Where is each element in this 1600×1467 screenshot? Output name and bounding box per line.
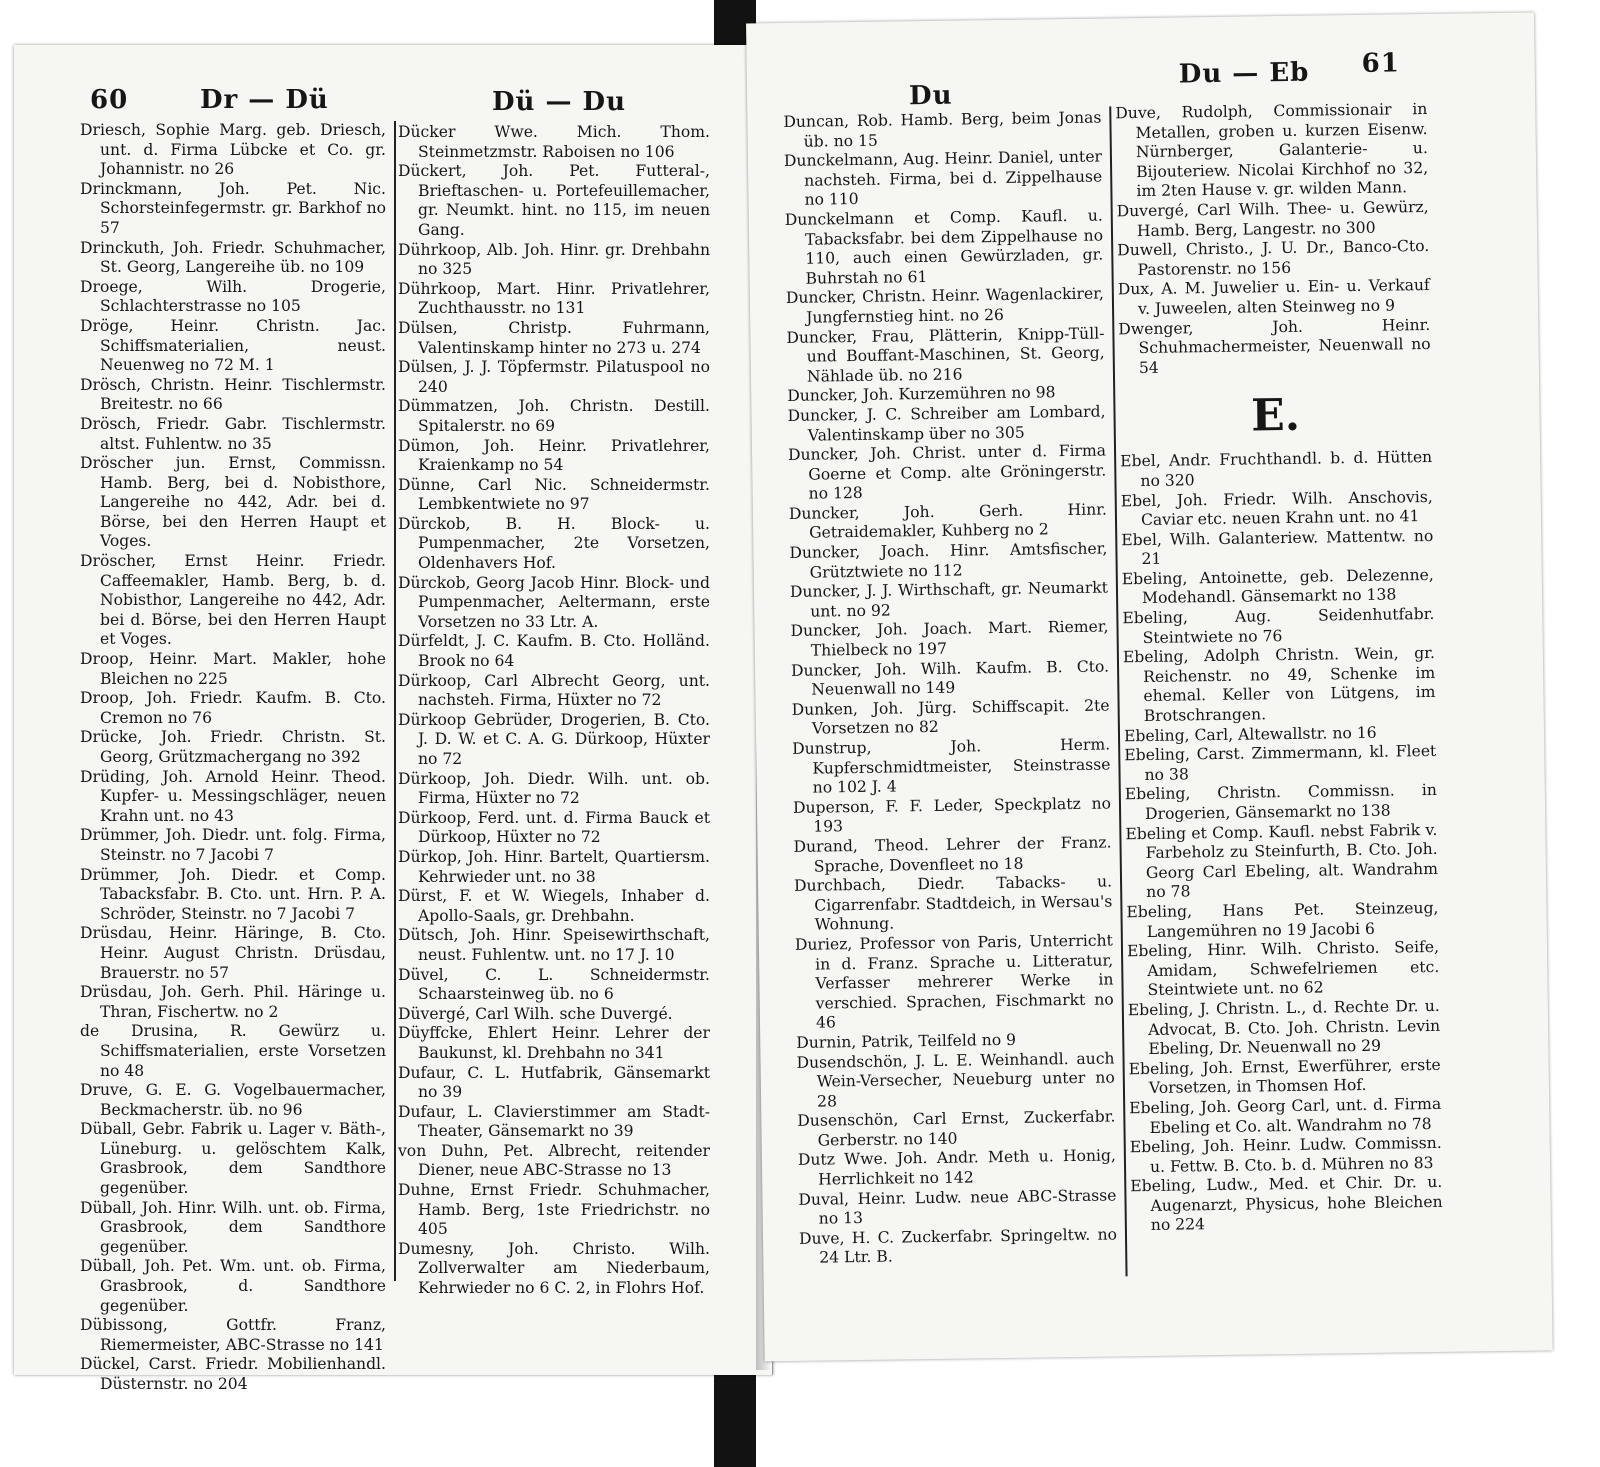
directory-entry: Dübissong, Gottfr. Franz, Riemermeister, ABC-Strasse no 141 [80,1316,386,1354]
directory-entry: de Drusina, R. Gewürz u. Schiffsmaterialien, erste Vorsetzen no 48 [80,1022,386,1080]
directory-entry: Dürst, F. et W. Wiegels, Inhaber d. Apollo-Saals, gr. Drehbahn. [398,887,710,925]
directory-entry: Dunstrup, Joh. Herm. Kupferschmidtmeister, Steinstrasse no 102 J. 4 [792,735,1111,797]
directory-entry: Dünne, Carl Nic. Schneidermstr. Lembkentwiete no 97 [398,475,710,514]
directory-entry: Düball, Gebr. Fabrik u. Lager v. Bäth-, Lüneburg. u. gelöschtem Kalk, Grasbrook, dem Sandthore gegenüber. [80,1120,386,1198]
directory-entry: Drinckuth, Joh. Friedr. Schuhmacher, St. Georg, Langereihe üb. no 109 [80,238,386,277]
directory-entry: Dutz Wwe. Joh. Andr. Meth u. Honig, Herrlichkeit no 142 [797,1146,1117,1189]
directory-entry: Dufaur, C. L. Hutfabrik, Gänsemarkt no 39 [398,1063,710,1102]
directory-entry: Dunckelmann, Aug. Heinr. Daniel, unter nachsteh. Firma, bei d. Zippelhause no 110 [783,147,1103,210]
right-column-2-d-entries [1115,100,1431,379]
directory-entry: Ebel, Joh. Friedr. Wilh. Anschovis, Caviar etc. neuen Krahn unt. no 41 [1120,487,1433,530]
directory-entry: Ebeling et Comp. Kaufl. nebst Fabrik v. Farbeholz zu Steinfurth, B. Cto. Joh. Georg Carl Ebeling, alt. Wandrahm no 78 [1125,820,1439,902]
directory-entry: Düvel, C. L. Schneidermstr. Schaarsteinweg üb. no 6 [398,965,710,1004]
directory-entry: Ebeling, Adolph Christn. Wein, gr. Reichenstr. no 49, Schenke im ehemal. Keller von Lütgens, im Brotschrangen. [1122,644,1436,726]
directory-entry: Droop, Heinr. Mart. Makler, hohe Bleichen no 225 [80,650,386,688]
directory-entry: Ebeling, Christn. Commissn. in Drogerien, Gänsemarkt no 138 [1124,781,1437,824]
directory-entry: Ebeling, Joh. Georg Carl, unt. d. Firma Ebeling et Co. alt. Wandrahm no 78 [1129,1094,1442,1137]
directory-entry: Düball, Joh. Pet. Wm. unt. ob. Firma, Grasbrook, d. Sandthore gegenüber. [80,1257,386,1315]
directory-entry: Duvergé, Carl Wilh. Thee- u. Gewürz, Hamb. Berg, Langestr. no 300 [1116,197,1429,240]
directory-entry: Ebeling, Hans Pet. Steinzeug, Langemühren no 19 Jacobi 6 [1126,898,1439,941]
directory-entry: von Duhn, Pet. Albrecht, reitender Diener, neue ABC-Strasse no 13 [398,1141,710,1180]
directory-entry: Ebel, Wilh. Galanteriew. Mattentw. no 21 [1121,526,1434,569]
directory-entry: Dürfeldt, J. C. Kaufm. B. Cto. Holländ. Brook no 64 [398,632,710,671]
directory-entry: Dunken, Joh. Jürg. Schiffscapit. 2te Vorsetzen no 82 [791,696,1110,739]
directory-entry: Dührkoop, Alb. Joh. Hinr. gr. Drehbahn no 325 [398,240,710,279]
directory-entry: Droop, Joh. Friedr. Kaufm. B. Cto. Cremon no 76 [80,689,386,727]
right-page-column-1 [783,109,1118,1343]
directory-entry: Drüding, Joh. Arnold Heinr. Theod. Kupfer- u. Messingschläger, neuen Krahn unt. no 43 [80,767,386,825]
section-letter-e: E. [1250,390,1301,442]
directory-entry: Dumesny, Joh. Christo. Wilh. Zollverwalter am Niederbaum, Kehrwieder no 6 C. 2, in Flohrs Hof. [398,1239,710,1298]
directory-entry: Duval, Heinr. Ludw. neue ABC-Strasse no 13 [798,1186,1117,1228]
directory-entry: Dümmatzen, Joh. Christn. Destill. Spitalerstr. no 69 [398,397,710,435]
directory-entry: Duncker, Christn. Heinr. Wagenlackirer, Jungfernstieg hint. no 26 [785,284,1104,327]
directory-entry: Düball, Joh. Hinr. Wilh. unt. ob. Firma, Grasbrook, dem Sandthore gegenüber. [80,1198,386,1256]
directory-entry: Duhne, Ernst Friedr. Schuhmacher, Hamb. Berg, 1ste Friedrichstr. no 405 [398,1181,710,1239]
directory-entry: Dusenschön, Carl Ernst, Zuckerfabr. Gerberstr. no 140 [797,1107,1116,1150]
directory-entry: Drösch, Friedr. Gabr. Tischlermstr. altst. Fuhlentw. no 35 [80,414,386,453]
directory-entry: Dührkoop, Mart. Hinr. Privatlehrer, Zuchthausstr. no 131 [398,279,710,318]
directory-entry: Dusendschön, J. L. E. Weinhandl. auch Wein-Versecher, Neueburg unter no 28 [796,1048,1115,1111]
directory-entry: Dürkoop, Joh. Diedr. Wilh. unt. ob. Firma, Hüxter no 72 [398,769,710,808]
directory-entry: Ebeling, J. Christn. L., d. Rechte Dr. u. Advocat, B. Cto. Joh. Christn. Levin Ebeling, Dr. Neuenwall no 29 [1127,996,1441,1059]
directory-entry: Duncker, Joach. Hinr. Amtsfischer, Grütztwiete no 112 [789,539,1108,582]
right-column-2-e-entries [1120,448,1443,1236]
directory-entry: Durnin, Patrik, Teilfeld no 9 [796,1030,1017,1052]
directory-entry: Drümmer, Joh. Diedr. et Comp. Tabacksfabr. B. Cto. unt. Hrn. P. A. Schröder, Steinstr. no 7 Jacobi 7 [80,865,386,923]
directory-entry: Drüsdau, Joh. Gerh. Phil. Häringe u. Thran, Fischertw. no 2 [80,983,386,1021]
running-head-right-col1: Du [908,80,953,112]
directory-entry: Ebeling, Joh. Ernst, Ewerführer, erste Vorsetzen, in Thomsen Hof. [1128,1055,1441,1098]
directory-entry: Dürkoop, Carl Albrecht Georg, unt. nachsteh. Firma, Hüxter no 72 [398,671,710,710]
right-page-column-2 [1115,100,1444,1344]
directory-entry: Dröscher jun. Ernst, Commissn. Hamb. Berg, bei d. Nobisthore, Langereihe no 442, Adr. bei d. Börse, bei den Herren Haupt et Voges. [80,454,386,551]
directory-entry: Ebeling, Hinr. Wilh. Christo. Seife, Amidam, Schwefelriemen etc. Steintwiete unt. no 62 [1126,938,1440,1000]
directory-entry: Druve, G. E. G. Vogelbauermacher, Beckmacherstr. üb. no 96 [80,1081,386,1119]
directory-entry: Duncker, J. C. Schreiber am Lombard, Valentinskamp über no 305 [787,402,1106,445]
directory-entry: Dülsen, J. J. Töpfermstr. Pilatuspool no 240 [398,358,710,396]
directory-entry: Düyffcke, Ehlert Heinr. Lehrer der Baukunst, kl. Drehbahn no 341 [398,1024,710,1062]
column-rule [394,121,396,1281]
directory-entry: Duncker, J. J. Wirthschaft, gr. Neumarkt unt. no 92 [789,578,1109,621]
running-head-left-col2: Dü — Du [492,87,627,117]
directory-entry: Dürckob, B. H. Block- u. Pumpenmacher, 2te Vorsetzen, Oldenhavers Hof. [398,514,710,573]
directory-entry: Duncan, Rob. Hamb. Berg, beim Jonas üb. no 15 [783,108,1102,151]
directory-entry: Ebeling, Antoinette, geb. Delezenne, Modehandl. Gänsemarkt no 138 [1121,565,1434,608]
directory-entry: Dunckelmann et Comp. Kaufl. u. Tabacksfabr. bei dem Zippelhause no 110, auch einen Gewürzladen, gr. Buhrstah no 61 [784,206,1104,288]
directory-entry: Dürkoop Gebrüder, Drogerien, B. Cto. J. D. W. et C. A. G. Dürkoop, Hüxter no 72 [398,710,710,768]
directory-entry: Ebel, Andr. Fruchthandl. b. d. Hütten no 320 [1120,448,1433,490]
directory-entry: Ebeling, Joh. Heinr. Ludw. Commissn. u. Fettw. B. Cto. b. d. Mühren no 83 [1129,1133,1442,1176]
directory-entry: Duncker, Joh. Gerh. Hinr. Getraidemakler, Kuhberg no 2 [788,500,1107,543]
directory-entry: Duncker, Joh. Wilh. Kaufm. B. Cto. Neuenwall no 149 [790,657,1110,699]
directory-entry: Dümon, Joh. Heinr. Privatlehrer, Kraienkamp no 54 [398,436,710,475]
directory-entry: Ebeling, Carst. Zimmermann, kl. Fleet no 38 [1124,742,1437,784]
directory-entry: Duve, Rudolph, Commissionair in Metallen, groben u. kurzen Eisenw. Nürnberger, Galanterie- u. Bijouteriew. Nicolai Kirchhof no 32, im 2ten Hause v. gr. wilden Mann. [1115,99,1429,201]
directory-entry: Dückel, Carst. Friedr. Mobilienhandl. Düsternstr. no 204 [80,1355,386,1393]
directory-entry: Ebeling, Aug. Seidenhutfabr. Steintwiete no 76 [1122,605,1435,647]
directory-entry: Düvergé, Carl Wilh. sche Duvergé. [398,1004,673,1023]
directory-entry: Dülsen, Christp. Fuhrmann, Valentinskamp hinter no 273 u. 274 [398,318,710,357]
directory-entry: Drüsdau, Heinr. Häringe, B. Cto. Heinr. August Christn. Drüsdau, Brauerstr. no 57 [80,924,386,982]
directory-entry: Drösch, Christn. Heinr. Tischlermstr. Breitestr. no 66 [80,375,386,414]
directory-entry: Durand, Theod. Lehrer der Franz. Sprache, Dovenfleet no 18 [793,833,1112,876]
directory-entry: Duncker, Joh. Christ. unter d. Firma Goerne et Comp. alte Gröningerstr. no 128 [787,441,1107,503]
directory-entry: Driesch, Sophie Marg. geb. Driesch, unt. d. Firma Lübcke et Co. gr. Johannistr. no 26 [80,121,386,179]
directory-entry: Dufaur, L. Clavierstimmer am Stadt-Theater, Gänsemarkt no 39 [398,1102,710,1141]
directory-entry: Dröscher, Ernst Heinr. Friedr. Caffeemakler, Hamb. Berg, b. d. Nobisthor, Langereihe no 442, Adr. bei d. Börse, bei den Herren Haupt et Voges. [80,552,386,649]
directory-entry: Duve, H. C. Zuckerfabr. Springeltw. no 24 Ltr. B. [798,1225,1118,1268]
directory-entry: Dückert, Joh. Pet. Futteral-, Brieftaschen- u. Portefeuillemacher, gr. Neumkt. hint. no 115, im neuen Gang. [398,162,710,239]
directory-entry: Duwell, Christo., J. U. Dr., Banco-Cto. Pastorenstr. no 156 [1117,237,1430,279]
directory-entry: Duncker, Joh. Kurzemühren no 98 [787,383,1056,406]
directory-entry: Ebeling, Ludw., Med. et Chir. Dr. u. Augenarzt, Physicus, hohe Bleichen no 224 [1130,1173,1443,1235]
directory-entry: Dücker Wwe. Mich. Thom. Steinmetzmstr. Raboisen no 106 [398,123,710,161]
left-page [14,45,773,1393]
directory-entry: Dürkoop, Ferd. unt. d. Firma Bauck et Dürkoop, Hüxter no 72 [398,808,710,847]
directory-entry: Duncker, Frau, Plätterin, Knipp-Tüll- und Bouffant-Maschinen, St. Georg, Nählade üb. no 216 [786,324,1105,386]
directory-entry: Durchbach, Diedr. Tabacks- u. Cigarrenfabr. Stadtdeich, in Wersau's Wohnung. [793,872,1113,934]
directory-entry: Ebeling, Carl, Altewallstr. no 16 [1123,723,1377,745]
page-number-right: 61 [1361,48,1401,79]
page-number-left: 60 [90,85,129,115]
left-page-column-1 [80,121,386,1393]
directory-entry: Duncker, Joh. Joach. Mart. Riemer, Thielbeck no 197 [790,617,1109,660]
directory-entry: Dwenger, Joh. Heinr. Schuhmachermeister, Neuenwall no 54 [1118,315,1431,377]
directory-entry: Dürkop, Joh. Hinr. Bartelt, Quartiersm. Kehrwieder unt. no 38 [398,847,710,886]
left-page-column-2 [398,123,710,1373]
directory-entry: Drücke, Joh. Friedr. Christn. St. Georg, Grützmachergang no 392 [80,728,386,766]
directory-entry: Dröge, Heinr. Christn. Jac. Schiffsmaterialien, neust. Neuenweg no 72 M. 1 [80,316,386,375]
directory-entry: Dürckob, Georg Jacob Hinr. Block- und Pumpenmacher, Aeltermann, erste Vorsetzen no 33 Ltr. A. [398,573,710,631]
directory-entry: Duriez, Professor von Paris, Unterricht in d. Franz. Sprache u. Litteratur, Verfasser mehrerer Werke in verschied. Sprachen, Fischmarkt no 46 [794,931,1114,1032]
running-head-right: Du — Eb [1178,57,1310,90]
directory-entry: Drinckmann, Joh. Pet. Nic. Schorsteinfegermstr. gr. Barkhof no 57 [80,179,386,237]
directory-entry: Dux, A. M. Juwelier u. Ein- u. Verkauf v. Juweelen, alten Steinweg no 9 [1117,276,1430,318]
directory-entry: Drümmer, Joh. Diedr. unt. folg. Firma, Steinstr. no 7 Jacobi 7 [80,826,386,864]
directory-entry: Duperson, F. F. Leder, Speckplatz no 193 [792,794,1112,837]
directory-entry: Droege, Wilh. Drogerie, Schlachterstrasse no 105 [80,277,386,316]
running-head-left: Dr — Dü [200,85,329,115]
right-page [746,12,1553,1361]
directory-entry: Dütsch, Joh. Hinr. Speisewirthschaft, neust. Fuhlentw. unt. no 17 J. 10 [398,926,710,964]
